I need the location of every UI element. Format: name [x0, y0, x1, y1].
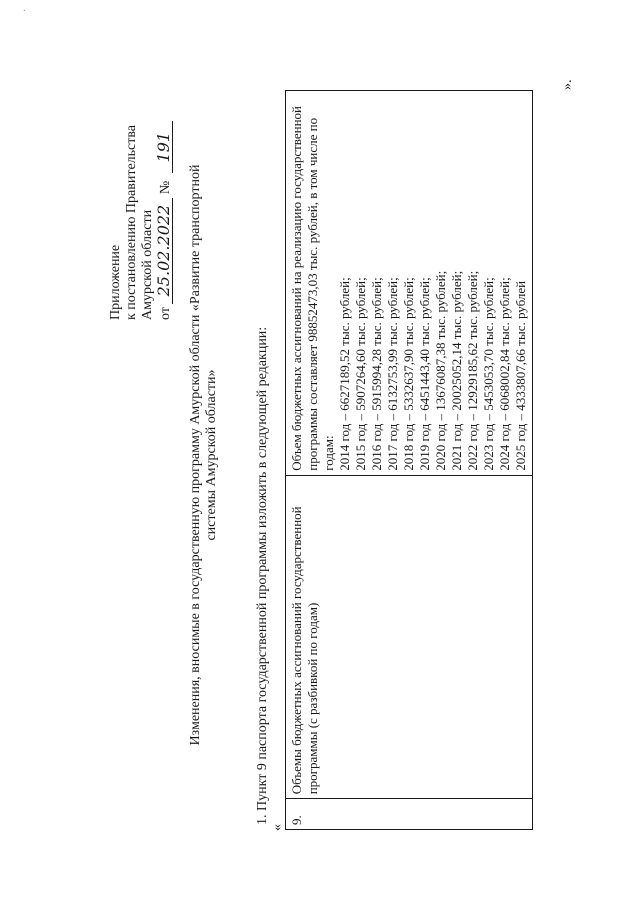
budget-summary: Объем бюджетных ассигнований на реализацию государственной программы составляет 98852473,03 тыс. рублей, в том числе по годам: — [289, 106, 336, 471]
year-line: 2018 год – 5332637,90 тыс. рублей; — [401, 277, 416, 471]
year-line: 2021 год – 20025052,14 тыс. рублей; — [449, 270, 464, 471]
row-number-cell: 9. — [286, 799, 533, 830]
appendix-title: Приложение — [108, 244, 123, 320]
intro-paragraph: 1. Пункт 9 паспорта государственной программы изложить в следующей редакции: — [255, 326, 270, 825]
number-label: № — [158, 180, 173, 195]
closing-quote: ». — [560, 79, 575, 90]
document-title: Изменения, вносимые в государственную программу Амурской области «Развитие транспортной системы Амурской области» — [188, 164, 219, 746]
year-line: 2025 год – 4333807,66 тыс. рублей — [513, 280, 528, 471]
opening-quote: « — [270, 824, 285, 831]
year-line: 2015 год – 5907264,60 тыс. рублей; — [353, 277, 368, 471]
table-row — [286, 91, 533, 830]
year-line: 2024 год – 6068002,84 тыс. рублей; — [497, 277, 512, 471]
year-line: 2016 год – 5915994,28 тыс. рублей; — [369, 277, 384, 471]
appendix-header — [108, 121, 174, 320]
year-line: 2020 год – 13676087,38 тыс. рублей; — [433, 270, 448, 471]
scan-speck: · — [20, 8, 31, 12]
year-line: 2023 год – 5453053,70 тыс. рублей; — [481, 277, 496, 471]
row-value-cell — [286, 91, 533, 476]
year-line: 2014 год – 6627189,52 тыс. рублей; — [337, 277, 352, 471]
appendix-date-line — [156, 121, 174, 320]
appendix-decree-line: к постановлению Правительства — [124, 124, 139, 320]
from-label: от — [158, 307, 173, 320]
handwritten-date: 25.02.2022 — [156, 198, 173, 304]
handwritten-number: 191 — [156, 121, 173, 173]
year-line: 2017 год – 6132753,99 тыс. рублей; — [385, 277, 400, 471]
year-line: 2022 год – 12929185,62 тыс. рублей; — [465, 270, 480, 471]
year-line: 2019 год – 6451443,40 тыс. рублей; — [417, 277, 432, 471]
passport-table — [285, 90, 533, 830]
appendix-region-line: Амурской области — [140, 209, 155, 320]
row-label-cell: Объемы бюджетных ассигнований государственной программы (с разбивкой по годам) — [286, 475, 533, 799]
